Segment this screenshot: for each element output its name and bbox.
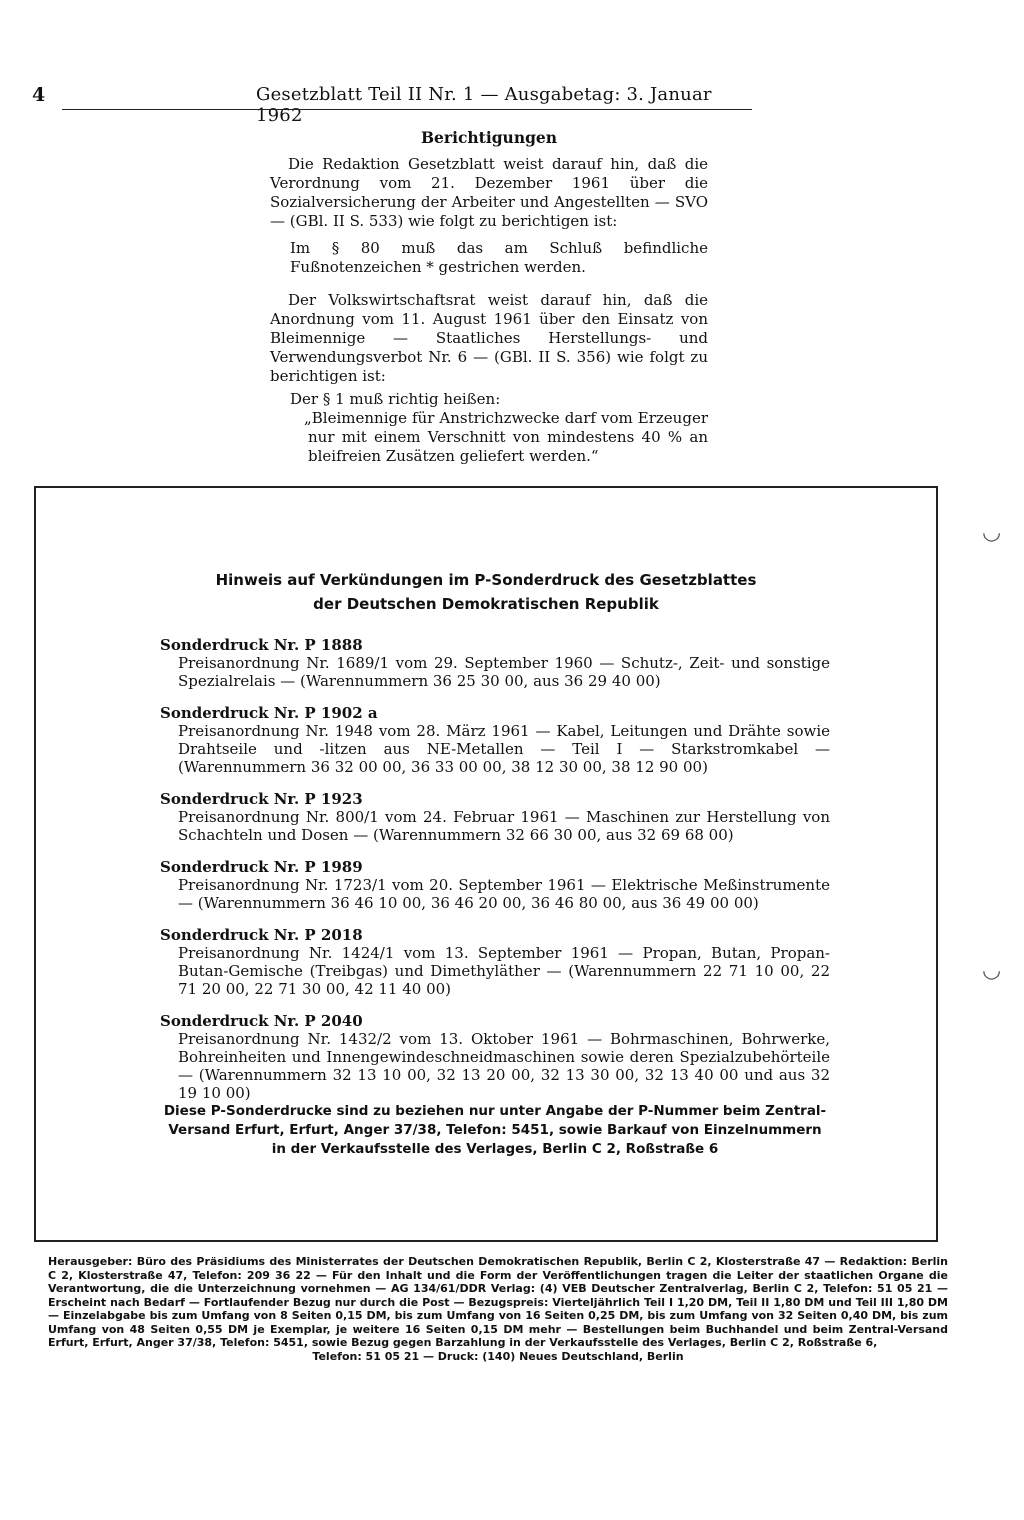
entry-text: Preisanordnung Nr. 1689/1 vom 29. September 1960 — Schutz-, Zeit- und sonstige Spezialrelais — (Warennummern 36 25 30 00, aus 36 29 40 00) [178, 654, 830, 690]
margin-mark: ◡ [982, 958, 1002, 983]
special-print-notice-box [34, 486, 938, 1242]
header-rule [62, 109, 752, 110]
list-item [160, 790, 830, 844]
corrections-section [270, 128, 708, 466]
imprint [48, 1255, 948, 1363]
list-item [160, 704, 830, 776]
entry-title: Sonderdruck Nr. P 1888 [160, 636, 363, 654]
imprint-last-line: Telefon: 51 05 21 — Druck: (140) Neues Deutschland, Berlin [312, 1349, 684, 1363]
entry-title: Sonderdruck Nr. P 1989 [160, 858, 363, 876]
notice-title-line-1: Hinweis auf Verkündungen im P-Sonderdruck des Gesetzblattes [215, 571, 757, 589]
entry-title: Sonderdruck Nr. P 1902 a [160, 704, 378, 722]
correction-2-intro: Der § 1 muß richtig heißen: [290, 390, 501, 408]
list-item [160, 1012, 830, 1102]
imprint-text: Herausgeber: Büro des Präsidiums des Ministerrates der Deutschen Demokratischen Republik, Berlin C 2, Klosterstraße 47 — Redaktion: Berlin C 2, Klosterstraße 47, Telefon: 209 36 22 — Für den Inhalt und die Form der Veröffentlichungen tragen die Leiter der staatlichen Organe die Verantwortung, die die Unterzeichnung vornehmen — AG 134/61/DDR Verlag: (4) VEB Deutscher Zentralverlag, Berlin C 2, Telefon: 51 05 21 — Erscheint nach Bedarf — Fortlaufender Bezug nur durch die Post — Bezugspreis: Vierteljährlich Teil I 1,20 DM, Teil II 1,80 DM und Teil III 1,80 DM — Einzelabgabe bis zum Umfang von 8 Seiten 0,15 DM, bis zum Umfang von 16 Seiten 0,25 DM, bis zum Umfang von 32 Seiten 0,40 DM, bis zum Umfang von 48 Seiten 0,55 DM je Exemplar, je weitere 16 Seiten 0,15 DM mehr — Bestellungen beim Buchhandel und beim Zentral-Versand Erfurt, Erfurt, Anger 37/38, Telefon: 5451, sowie Bezug gegen Barzahlung in der Verkaufsstelle des Verlages, Berlin C 2, Roßstraße 6, [48, 1255, 948, 1349]
entry-title: Sonderdruck Nr. P 2040 [160, 1012, 363, 1030]
page-header [32, 84, 732, 126]
correction-1-text: Die Redaktion Gesetzblatt weist darauf hin, daß die Verordnung vom 21. Dezember 1961 über die Sozialversicherung der Arbeiter und Angestellten — SVO — (GBl. II S. 533) wie folgt zu berichtigen ist: [270, 155, 708, 230]
entry-text: Preisanordnung Nr. 1948 vom 28. März 1961 — Kabel, Leitungen und Drähte sowie Drahtseile und -litzen aus NE-Metallen — Teil I — Starkstromkabel — (Warennummern 36 32 00 00, 36 33 00 00, 38 12 30 00, 38 12 90 00) [178, 722, 830, 776]
entry-text: Preisanordnung Nr. 1723/1 vom 20. September 1961 — Elektrische Meßinstrumente — (Warennummern 36 46 10 00, 36 46 20 00, 36 46 80 00, aus 36 49 00 00) [178, 876, 830, 912]
entry-text: Preisanordnung Nr. 1432/2 vom 13. Oktober 1961 — Bohrmaschinen, Bohrwerke, Bohreinheiten und Innengewindeschneidmaschinen sowie deren Spezialzubehörteile — (Warennummern 32 13 10 00, 32 13 20 00, 32 13 30 00, 32 13 40 00 und aus 32 19 10 00) [178, 1030, 830, 1102]
notice-title-line-2: der Deutschen Demokratischen Republik [313, 595, 659, 613]
entry-title: Sonderdruck Nr. P 1923 [160, 790, 363, 808]
entry-text: Preisanordnung Nr. 800/1 vom 24. Februar 1961 — Maschinen zur Herstellung von Schachteln und Dosen — (Warennummern 32 66 30 00, aus 32 69 68 00) [178, 808, 830, 844]
corrections-title: Berichtigungen [420, 128, 558, 147]
notice-title [36, 568, 936, 616]
page-number: 4 [32, 84, 46, 106]
margin-mark: ◡ [982, 520, 1002, 545]
correction-2-text: Der Volkswirtschaftsrat weist darauf hin, daß die Anordnung vom 11. August 1961 über den Einsatz von Bleimennige — Staatliches Herstellungs- und Verwendungsverbot Nr. 6 — (GBl. II S. 356) wie folgt zu berichtigen ist: [270, 291, 708, 385]
entry-title: Sonderdruck Nr. P 2018 [160, 926, 363, 944]
list-item [160, 858, 830, 912]
list-item [160, 926, 830, 998]
running-head: Gesetzblatt Teil II Nr. 1 — Ausgabetag: 3. Januar 1962 [256, 84, 712, 126]
notice-entries [160, 636, 830, 1116]
entry-text: Preisanordnung Nr. 1424/1 vom 13. September 1961 — Propan, Butan, Propan-Butan-Gemische (Treibgas) und Dimethyläther — (Warennummern 22 71 10 00, 22 71 20 00, 22 71 30 00, 42 11 40 00) [178, 944, 830, 998]
list-item [160, 636, 830, 690]
correction-2-quote: „Bleimennige für Anstrichzwecke darf vom Erzeuger nur mit einem Verschnitt von mindestens 40 % an bleifreien Zusätzen geliefert werden.“ [304, 409, 708, 465]
ordering-note: Diese P-Sonderdrucke sind zu beziehen nur unter Angabe der P-Nummer beim Zentral-Versand Erfurt, Erfurt, Anger 37/38, Telefon: 5451, sowie Barkauf von Einzelnummern in der Verkaufsstelle des Verlages, Berlin C 2, Roßstraße 6 [163, 1103, 827, 1157]
correction-1-fix: Im § 80 muß das am Schluß befindliche Fußnotenzeichen * gestrichen werden. [290, 239, 708, 276]
